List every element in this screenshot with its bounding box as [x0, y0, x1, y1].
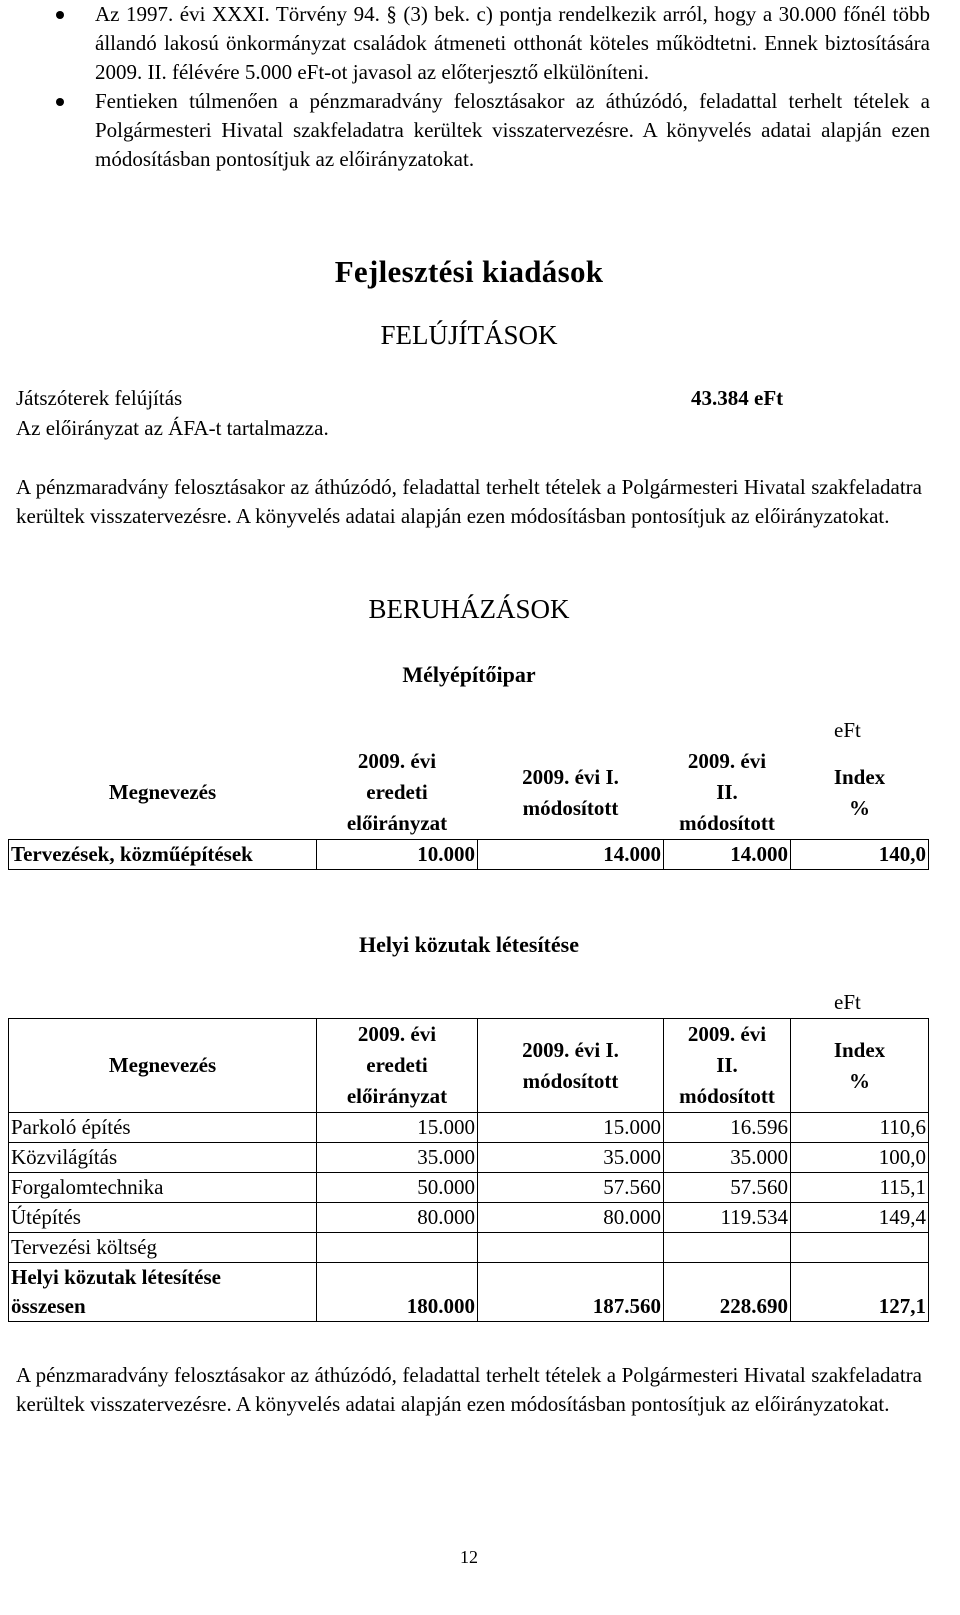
bullet-item-2 — [8, 87, 930, 174]
col-header-mod1 — [478, 1019, 664, 1113]
header-text: 2009. évi — [687, 749, 767, 773]
heading-felujitasok: FELÚJÍTÁSOK — [380, 320, 558, 350]
col-header-index — [791, 746, 929, 840]
heading-beruhazasok: BERUHÁZÁSOK — [368, 594, 570, 624]
header-text: % — [849, 1068, 870, 1093]
cell-mod1: 15.000 — [478, 1113, 664, 1143]
table-row — [9, 1203, 929, 1233]
header-text: előirányzat — [346, 1084, 448, 1108]
header-text: Megnevezés — [108, 1053, 217, 1077]
felujitas-item: Játszóterek felújítás — [16, 386, 183, 410]
col-header-name — [9, 1019, 317, 1113]
unit-label-1: eFt — [834, 718, 861, 742]
paragraph-after-helyi: A pénzmaradvány felosztásakor az áthúzódó, feladattal terhelt tételek a Polgármesteri Hivatal szakfeladatra kerültek visszatervezésre. A könyvelés adatai alapján ezen módosításban pontosítjuk az előirányzatokat. — [16, 1363, 922, 1416]
header-text: Index — [833, 764, 886, 789]
header-text: % — [849, 795, 870, 820]
table-row — [9, 840, 929, 870]
cell-mod2: 57.560 — [664, 1173, 791, 1203]
header-text: 2009. évi I. — [522, 764, 619, 789]
cell-index: 115,1 — [791, 1173, 929, 1203]
cell-index — [791, 1233, 929, 1263]
bullet-list — [8, 0, 930, 174]
felujitas-amount: 43.384 eFt — [691, 386, 784, 410]
cell-total-name — [9, 1263, 317, 1322]
cell-index: 149,4 — [791, 1203, 929, 1233]
col-header-mod2 — [664, 1019, 791, 1113]
cell-mod2: 16.596 — [664, 1113, 791, 1143]
table-header-row — [9, 746, 929, 840]
page-number: 12 — [460, 1547, 478, 1567]
col-header-mod2 — [664, 746, 791, 840]
col-header-index — [791, 1019, 929, 1113]
header-text: 2009. évi — [687, 1022, 767, 1046]
cell-original: 15.000 — [317, 1113, 478, 1143]
bullet-item-1 — [8, 0, 930, 87]
cell-index: 100,0 — [791, 1143, 929, 1173]
header-text: eredeti — [366, 780, 428, 804]
cell-mod1: 57.560 — [478, 1173, 664, 1203]
header-text: módosított — [522, 1068, 619, 1093]
table-total-row — [9, 1263, 929, 1322]
cell-name: Parkoló építés — [9, 1113, 317, 1143]
header-text: eredeti — [366, 1053, 428, 1077]
cell-mod2: 119.534 — [664, 1203, 791, 1233]
cell-mod1 — [478, 1233, 664, 1263]
cell-original: 50.000 — [317, 1173, 478, 1203]
col-header-original — [317, 746, 478, 840]
header-text: módosított — [522, 795, 619, 820]
table-melyepitoipar — [8, 746, 929, 870]
cell-original: 10.000 — [317, 840, 478, 870]
cell-total-original: 180.000 — [317, 1263, 478, 1322]
header-text: módosított — [679, 1084, 775, 1108]
header-text: előirányzat — [346, 811, 448, 835]
heading-melyepitoipar: Mélyépítőipar — [402, 662, 536, 687]
cell-name: Útépítés — [9, 1203, 317, 1233]
heading-helyi-kozutak: Helyi közutak létesítése — [359, 932, 579, 957]
header-text: 2009. évi I. — [522, 1037, 619, 1062]
cell-original: 80.000 — [317, 1203, 478, 1233]
cell-mod2: 35.000 — [664, 1143, 791, 1173]
cell-mod1: 14.000 — [478, 840, 664, 870]
cell-index: 140,0 — [791, 840, 929, 870]
table-row — [9, 1233, 929, 1263]
header-text: Index — [833, 1037, 886, 1062]
cell-original — [317, 1233, 478, 1263]
cell-name: Tervezési költség — [9, 1233, 317, 1263]
table-row — [9, 1173, 929, 1203]
col-header-name — [9, 746, 317, 840]
cell-name: Forgalomtechnika — [9, 1173, 317, 1203]
table-row — [9, 1143, 929, 1173]
header-text: II. — [716, 780, 738, 804]
col-header-original — [317, 1019, 478, 1113]
cell-total-index: 127,1 — [791, 1263, 929, 1322]
total-name-line: Helyi közutak létesítése — [11, 1265, 221, 1289]
cell-mod2 — [664, 1233, 791, 1263]
cell-total-mod2: 228.690 — [664, 1263, 791, 1322]
unit-label-2: eFt — [834, 990, 861, 1014]
cell-mod2: 14.000 — [664, 840, 791, 870]
total-name-line: összesen — [11, 1294, 86, 1318]
header-text: 2009. évi — [357, 749, 437, 773]
paragraph-after-felujitas: A pénzmaradvány felosztásakor az áthúzódó, feladattal terhelt tételek a Polgármesteri Hivatal szakfeladatra kerültek visszatervezésre. A könyvelés adatai alapján ezen módosításban pontosítjuk az előirányzatokat. — [16, 475, 922, 528]
bullet-dot-icon — [56, 98, 64, 106]
cell-name: Közvilágítás — [9, 1143, 317, 1173]
bullet-text: Az 1997. évi XXXI. Törvény 94. § (3) bek. c) pontja rendelkezik arról, hogy a 30.000 főnél több állandó lakosú önkormányzat családok átmeneti otthonát köteles működtetni. Ennek biztosítására 2009. II. félévére 5.000 eFt-ot javasol az előterjesztő elkülöníteni. — [95, 2, 930, 84]
bullet-text: Fentieken túlmenően a pénzmaradvány felosztásakor az áthúzódó, feladattal terhelt tételek a Polgármesteri Hivatal szakfeladatra kerültek visszatervezésre. A könyvelés adatai alapján ezen módosításban pontosítjuk az előirányzatokat. — [95, 89, 930, 171]
cell-name: Tervezések, közműépítések — [9, 840, 317, 870]
cell-original: 35.000 — [317, 1143, 478, 1173]
table-header-row — [9, 1019, 929, 1113]
header-text: II. — [716, 1053, 738, 1077]
table-row — [9, 1113, 929, 1143]
table-helyi-kozutak — [8, 1018, 929, 1322]
cell-total-mod1: 187.560 — [478, 1263, 664, 1322]
cell-mod1: 35.000 — [478, 1143, 664, 1173]
col-header-mod1 — [478, 746, 664, 840]
bullet-dot-icon — [56, 11, 64, 19]
header-text: módosított — [679, 811, 775, 835]
felujitas-note: Az előirányzat az ÁFA-t tartalmazza. — [16, 416, 329, 440]
header-text: Megnevezés — [108, 780, 217, 804]
cell-mod1: 80.000 — [478, 1203, 664, 1233]
cell-index: 110,6 — [791, 1113, 929, 1143]
heading-fejlesztesi: Fejlesztési kiadások — [334, 254, 604, 289]
header-text: 2009. évi — [357, 1022, 437, 1046]
